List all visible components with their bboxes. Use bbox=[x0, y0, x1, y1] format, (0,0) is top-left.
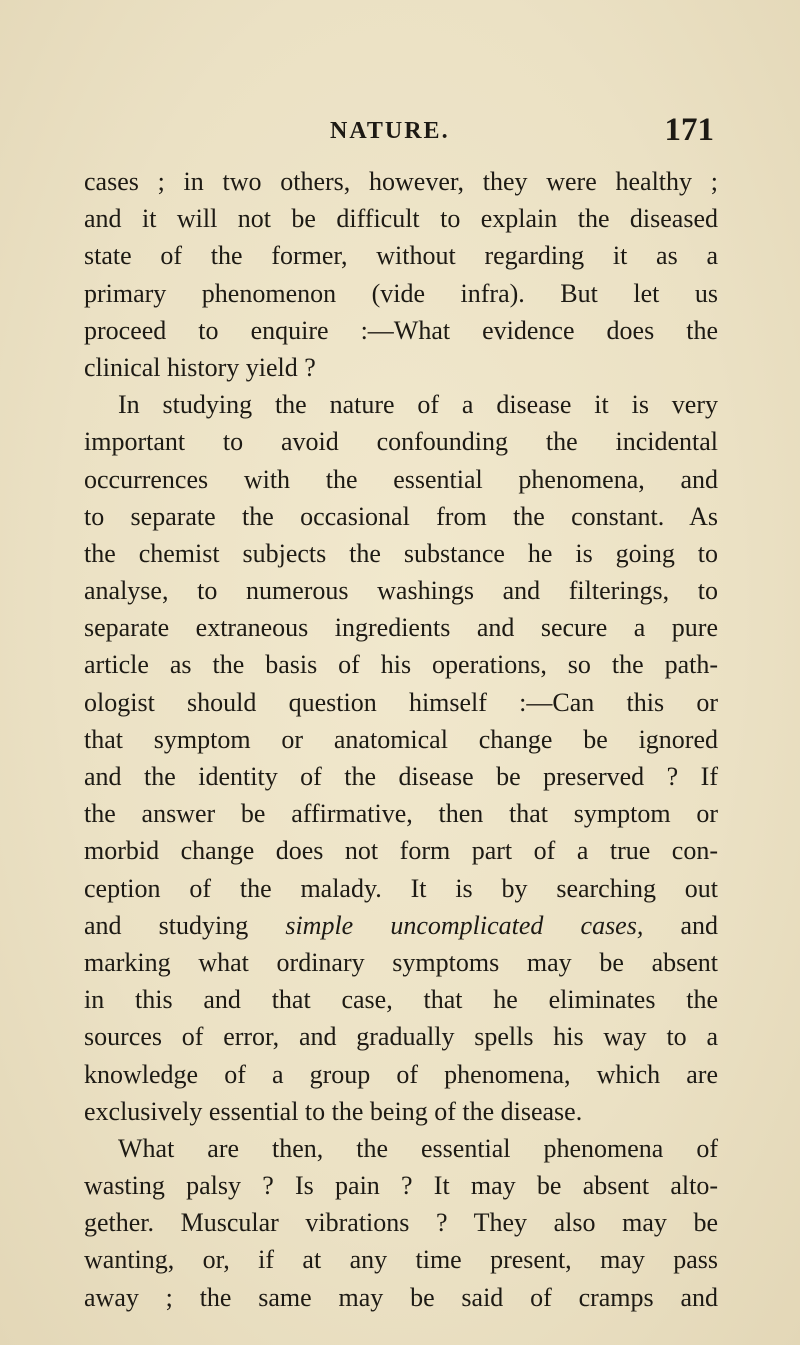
text-line: clinical history yield ? bbox=[84, 352, 316, 382]
body-text bbox=[84, 163, 718, 1316]
text-line: morbid change does not form part of a true con- bbox=[84, 836, 718, 866]
text-line: primary phenomenon (vide infra). But let us bbox=[84, 278, 718, 308]
text-line: article as the basis of his operations, so the path- bbox=[84, 650, 718, 680]
text-line: important to avoid confounding the incidental bbox=[84, 427, 718, 457]
text-line: that symptom or anatomical change be ignored bbox=[84, 724, 718, 754]
text-line: the chemist subjects the substance he is going to bbox=[84, 538, 718, 568]
text-line: gether. Muscular vibrations ? They also may be bbox=[84, 1208, 718, 1238]
text-line: separate extraneous ingredients and secure a pure bbox=[84, 613, 718, 643]
text-line: and the identity of the disease be preserved ? If bbox=[84, 762, 718, 791]
paragraph-start-line: In studying the nature of a disease it is very bbox=[118, 390, 718, 420]
running-head-title: NATURE. bbox=[330, 118, 450, 144]
text-line: proceed to enquire :—What evidence does the bbox=[84, 315, 718, 345]
text-run: and studying bbox=[84, 910, 286, 940]
text-line: state of the former, without regarding it as a bbox=[84, 241, 718, 271]
paragraph-start-line: What are then, the essential phenomena of bbox=[118, 1133, 718, 1163]
text-line: cases ; in two others, however, they were healthy ; bbox=[84, 167, 718, 196]
text-line: analyse, to numerous washings and filterings, to bbox=[84, 576, 718, 606]
text-line: sources of error, and gradually spells his way to a bbox=[84, 1022, 718, 1052]
text-line: the answer be affirmative, then that symptom or bbox=[84, 799, 718, 829]
text-line: knowledge of a group of phenomena, which are bbox=[84, 1059, 718, 1089]
text-line: exclusively essential to the being of the disease. bbox=[84, 1096, 583, 1126]
page-number: 171 bbox=[664, 112, 714, 148]
italic-phrase: simple uncomplicated cases, bbox=[285, 910, 644, 940]
text-line: to separate the occasional from the constant. As bbox=[84, 501, 718, 531]
text-line: wasting palsy ? Is pain ? It may be absent alto- bbox=[84, 1171, 718, 1201]
text-run: and bbox=[643, 910, 718, 940]
text-line: in this and that case, that he eliminates the bbox=[84, 985, 718, 1015]
running-head bbox=[84, 112, 716, 152]
text-line: wanting, or, if at any time present, may pass bbox=[84, 1245, 718, 1275]
text-line: ception of the malady. It is by searching out bbox=[84, 873, 718, 903]
text-line: ologist should question himself :—Can this or bbox=[84, 687, 718, 717]
text-line: occurrences with the essential phenomena, and bbox=[84, 464, 718, 494]
text-line-with-italic bbox=[84, 907, 718, 944]
text-line: and it will not be difficult to explain the diseased bbox=[84, 204, 718, 234]
text-line: away ; the same may be said of cramps and bbox=[84, 1282, 718, 1312]
text-line: marking what ordinary symptoms may be absent bbox=[84, 947, 718, 977]
